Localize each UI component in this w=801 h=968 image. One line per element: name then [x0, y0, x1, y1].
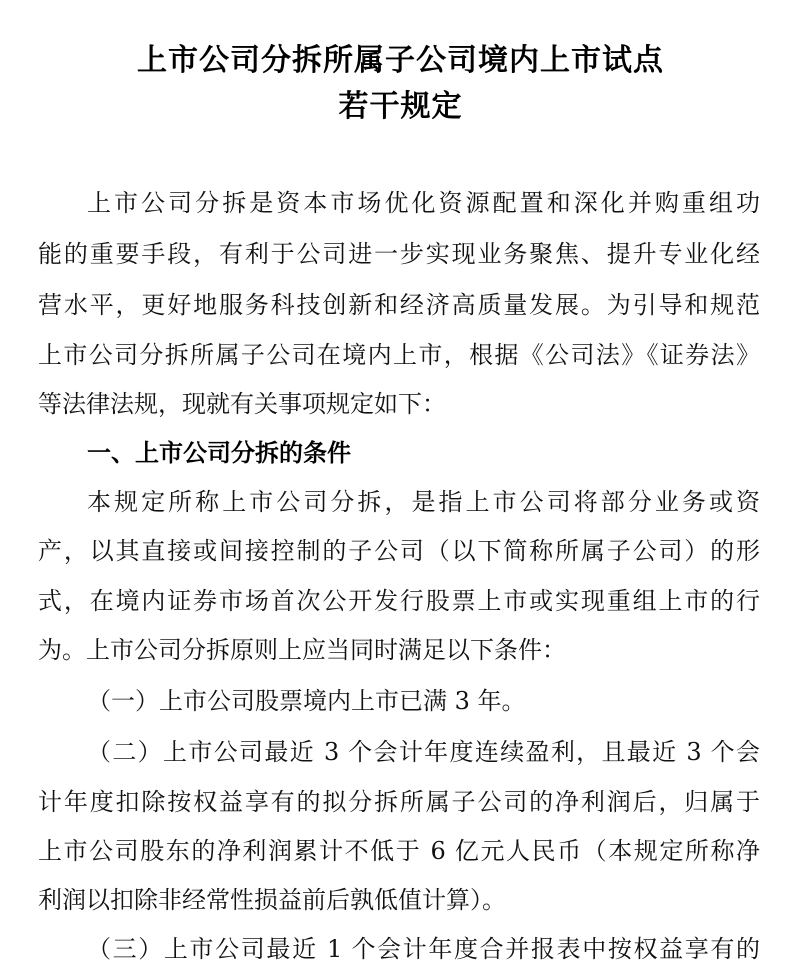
document-title-line-2: 若干规定 [338, 89, 463, 124]
intro-line-4: 上市公司分拆所属子公司在境内上市，根据《公司法》《证券法》 [38, 341, 760, 369]
document-title-line-1: 上市公司分拆所属子公司境内上市试点 [137, 43, 664, 78]
condition-2-line-4: 利润以扣除非经常性损益前后孰低值计算）。 [38, 886, 506, 914]
intro-line-1: 上市公司分拆是资本市场优化资源配置和深化并购重组功 [87, 189, 760, 217]
section-1-para-line-4: 为。上市公司分拆原则上应当同时满足以下条件： [38, 636, 566, 664]
intro-line-2: 能的重要手段，有利于公司进一步实现业务聚焦、提升专业化经 [38, 240, 760, 268]
section-1-para-line-1: 本规定所称上市公司分拆，是指上市公司将部分业务或资 [87, 488, 760, 516]
section-1-para-line-2: 产，以其直接或间接控制的子公司（以下简称所属子公司）的形 [38, 537, 760, 565]
condition-1: （一）上市公司股票境内上市已满 3 年。 [87, 687, 526, 715]
condition-2-line-2: 计年度扣除按权益享有的拟分拆所属子公司的净利润后，归属于 [38, 788, 760, 816]
section-1-heading: 一、上市公司分拆的条件 [87, 439, 351, 467]
section-1-para-line-3: 式，在境内证券市场首次公开发行股票上市或实现重组上市的行 [38, 587, 760, 615]
intro-line-3: 营水平，更好地服务科技创新和经济高质量发展。为引导和规范 [38, 291, 760, 319]
condition-2-line-3: 上市公司股东的净利润累计不低于 6 亿元人民币（本规定所称净 [38, 837, 760, 865]
condition-3-line-1: （三）上市公司最近 1 个会计年度合并报表中按权益享有的 [87, 935, 760, 963]
intro-line-5: 等法律法规，现就有关事项规定如下： [38, 390, 446, 418]
condition-2-line-1: （二）上市公司最近 3 个会计年度连续盈利，且最近 3 个会 [87, 738, 760, 766]
